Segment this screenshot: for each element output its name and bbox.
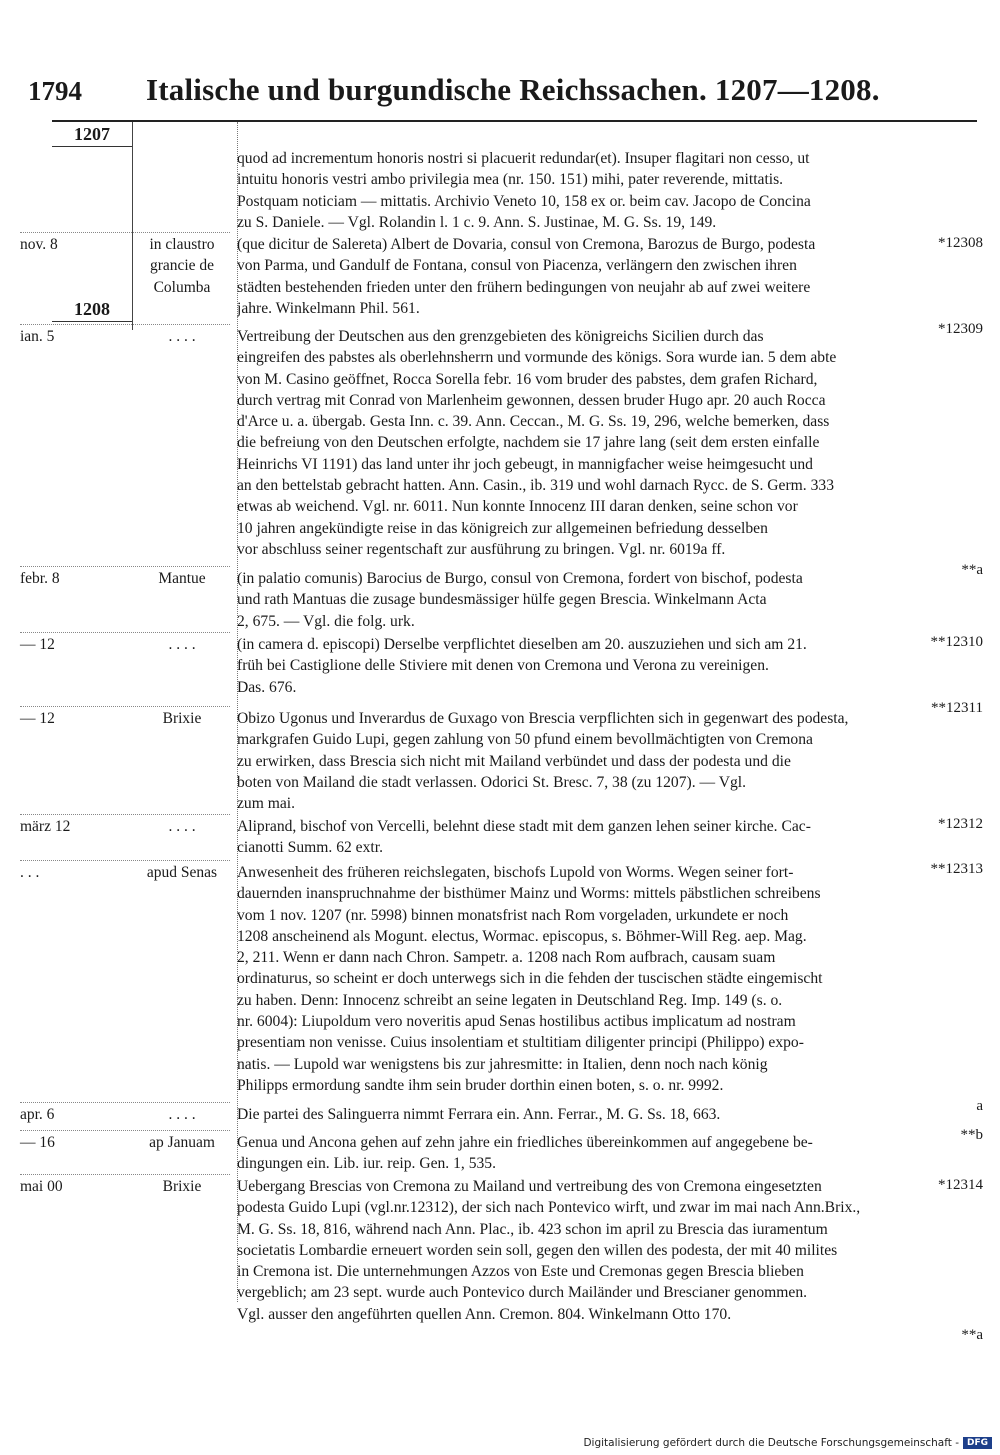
row-separator	[20, 566, 230, 567]
entry-line: (in palatio comunis) Barocius de Burgo, consul von Cremona, fordert von bischof, podesta	[237, 570, 803, 587]
entry-line: boten von Mailand die stadt verlassen. Odorici St. Bresc. 7, 38 (zu 1207). — Vgl.	[237, 773, 747, 791]
entry-line: 2, 211. Wenn er dann nach Chron. Sampetr. a. 1208 nach Rom aufbrach, causam suam	[237, 949, 776, 967]
row-separator	[20, 232, 230, 233]
entry-line: in Cremona ist. Die unternehmungen Azzos von Este und Cremonas gegen Brescia blieben	[237, 1263, 804, 1281]
entry-place: in claustro grancie de Columba	[149, 236, 215, 296]
entry-date: ian. 5	[20, 328, 55, 345]
row-separator	[20, 706, 230, 707]
entry-date: febr. 8	[20, 570, 60, 587]
entry-line: etwas ab weichend. Vgl. nr. 6011. Nun konnte Innocenz III daran denken, seine schon vor	[237, 498, 798, 516]
header-rule	[52, 120, 977, 122]
entry-line: zu haben. Denn: Innocenz schreibt an seine legaten in Deutschland Reg. Imp. 149 (s. o.	[237, 991, 783, 1009]
entry-line: Aliprand, bischof von Vercelli, belehnt diese stadt mit dem ganzen lehen seiner kirche. Cac-	[237, 818, 811, 835]
entry-line: markgrafen Guido Lupi, gegen zahlung von 50 pfund einem bevollmächtigten von Cremona	[237, 731, 813, 749]
entry-reference: a	[976, 1098, 983, 1115]
entry-place: . . . .	[168, 1106, 196, 1123]
row-separator	[20, 632, 230, 633]
entry-line: durch vertrag mit Conrad von Marlenheim gewonnen, dessen bruder Hugo apr. 20 auch Rocca	[237, 391, 826, 409]
entry-line: Genua und Ancona gehen auf zehn jahre ein friedliches übereinkommen auf angegebene be-	[237, 1134, 813, 1151]
entry-reference: **a	[961, 1327, 983, 1344]
entry-place: apud Senas	[146, 864, 218, 881]
entry-line: (in camera d. episcopi) Derselbe verpflichtet dieselben am 20. auszuziehen und sich am 21.	[237, 636, 807, 653]
entry-line: städten bestehenden frieden unter den frühern bedingungen von neujahr ab auf zwei weitere	[237, 278, 811, 296]
year-rule	[52, 321, 132, 322]
entry-line: zu S. Daniele. — Vgl. Rolandin l. 1 c. 9. Ann. S. Justinae, M. G. Ss. 19, 149.	[237, 213, 717, 231]
entry-text	[237, 1176, 983, 1346]
entry-line: Philipps ermordung sandte ihm sein bruder dorthin einen boten, s. o. nr. 9992.	[237, 1076, 724, 1094]
page-header	[28, 72, 973, 116]
page-number: 1794	[28, 76, 82, 106]
entry-line: Das. 676.	[237, 678, 297, 696]
entry-line: M. G. Ss. 18, 816, während nach Ann. Plac., ib. 423 schon im april zu Brescia das iuramentum	[237, 1220, 828, 1238]
entry-line: vom 1 nov. 1207 (nr. 5998) binnen monatsfrist nach Rom vorgeladen, urkundete er noch	[237, 906, 789, 924]
entry-date: mai 00	[20, 1178, 63, 1195]
row-separator	[20, 860, 230, 861]
row-separator	[20, 814, 230, 815]
entry-reference: *12308	[938, 235, 983, 252]
entry-place: . . . .	[168, 818, 196, 835]
entry-reference: **12313	[930, 860, 983, 877]
entry-place: Brixie	[162, 1178, 202, 1195]
entry-line: jahre. Winkelmann Phil. 561.	[237, 299, 420, 317]
entry-date: — 12	[20, 636, 55, 653]
entry-line: vergeblich; am 23 sept. wurde auch Pontevico durch Mailänder und Brescianer genommen.	[237, 1284, 808, 1302]
entry-line: zum mai.	[237, 795, 296, 813]
entry-line: quod ad incrementum honoris nostri si placuerit redundar(et). Insuper flagitari non cesso, ut	[237, 150, 810, 167]
entry-line: nr. 6004): Liupoldum vero noveritis apud Senas hostilibus actibus implicatum ad nostram	[237, 1013, 796, 1031]
entry-line: von Parma, und Gandulf de Fontana, consul von Piacenza, verlängern den zwischen ihren	[237, 257, 797, 275]
entry-line: dauernden inanspruchnahme der bisthümer Mainz und Worms: mittels päbstlichen schreibens	[237, 885, 821, 903]
entry-reference: *12309	[938, 321, 983, 338]
entry-line: Die partei des Salinguerra nimmt Ferrara ein. Ann. Ferrar., M. G. Ss. 18, 663.	[237, 1106, 721, 1123]
entry-line: früh bei Castiglione delle Stiviere mit denen von Cremona und Verona zu vereinigen.	[237, 657, 769, 675]
page-title: Italische und burgundische Reichssachen. 1207—1208.	[146, 72, 880, 107]
entry-reference: *12312	[938, 816, 983, 833]
row-separator	[20, 324, 230, 325]
entry-reference-line	[237, 1325, 983, 1346]
entry-line: die befreiung von den Deutschen erfolgte, nachdem sie 17 jahre lang (seit dem ersten einfalle	[237, 434, 820, 452]
entry-line: (que dicitur de Salereta) Albert de Dovaria, consul von Cremona, Barozus de Burgo, podesta	[237, 236, 816, 253]
entry-date: märz 12	[20, 818, 71, 835]
entry-line: Postquam noticiam — mittatis. Archivio Veneto 10, 158 ex or. beim cav. Jacopo de Concina	[237, 192, 811, 210]
entry-line: und rath Mantuas die zusage bundesmässiger hülfe gegen Brescia. Winkelmann Acta	[237, 591, 767, 609]
entry-date: . . .	[20, 864, 40, 881]
entry-line: presentiam non venisse. Cuius insolentiam et stultitiam diligenter principi (Philippo) expo-	[237, 1034, 804, 1052]
entry-line: eingreifen des pabstes als oberlehnsherrn und vormunde des königs. Sora wurde ian. 5 dem abte	[237, 349, 837, 367]
entry-reference: **12310	[930, 633, 983, 650]
entry-line: natis. — Lupold war wenigstens bis zur jahresmitte: in Italien, denn noch nach könig	[237, 1055, 768, 1073]
entry-place: ap Januam	[149, 1134, 215, 1151]
entry-text	[237, 634, 983, 719]
entry-line: ordinaturus, so scheint er doch unterwegs sich in die fehden der tuscischen städte eingemischt	[237, 970, 823, 988]
entry-text	[237, 862, 983, 1118]
entry-line: Vertreibung der Deutschen aus den grenzgebieten des königreichs Sicilien durch das	[237, 328, 764, 345]
entry-date: — 16	[20, 1134, 55, 1151]
entry-line: intuitu honoris vestri ambo privilegia mea (nr. 150. 151) mihi, pater reverende, mittatis.	[237, 171, 784, 189]
entry-reference: **12311	[931, 699, 983, 716]
entry-line: Obizo Ugonus und Inverardus de Guxago von Brescia verpflichten sich in gegenwart des podesta,	[237, 710, 849, 727]
entry-place: . . . .	[168, 328, 196, 345]
entry-line: cianotti Summ. 62 extr.	[237, 839, 383, 857]
year-label-1208: 1208	[74, 299, 110, 319]
year-rule	[52, 146, 132, 147]
entry-line: Uebergang Brescias von Cremona zu Mailand und vertreibung des von Cremona eingesetzten	[237, 1178, 822, 1195]
row-separator	[20, 1102, 230, 1103]
row-separator	[20, 1174, 230, 1175]
entry-date: nov. 8	[20, 236, 58, 253]
footer-text: Digitalisierung gefördert durch die Deutsche Forschungsgemeinschaft -	[583, 1437, 959, 1449]
entry-text	[237, 326, 983, 582]
entry-date: — 12	[20, 710, 55, 727]
row-separator	[20, 1130, 230, 1131]
entry-line: an den bettelstab gebracht hatten. Ann. Casin., ib. 319 und wohl darnach Rycc. de S. Germ. 333	[237, 477, 834, 495]
entry-line: Heinrichs VI 1191) das land unter ihr joch gebeugt, in mannigfacher weise heimgesucht und	[237, 455, 813, 473]
entry-line: societatis Lombardie erneuert worden sein soll, gegen den willen des podesta, der mit 40 milites	[237, 1241, 838, 1259]
entry-place: . . . .	[168, 636, 196, 653]
footer	[583, 1437, 992, 1449]
entry-reference: **b	[960, 1127, 983, 1144]
entry-line: podesta Guido Lupi (vgl.nr.12312), der sich nach Pontevico wirft, und zwar im mai nach Ann.Brix.,	[237, 1199, 861, 1217]
dfg-logo: DFG	[963, 1437, 992, 1449]
entry-line: d'Arce u. a. übergab. Gesta Inn. c. 39. Ann. Ceccan., M. G. Ss. 19, 296, welche bemerken, dass	[237, 413, 830, 431]
entry-line: dingungen ein. Lib. iur. reip. Gen. 1, 535.	[237, 1155, 496, 1173]
entry-place: Brixie	[162, 710, 202, 727]
entry-line: von M. Casino geöffnet, Rocca Sorella febr. 16 vom bruder des pabstes, dem grafen Richard,	[237, 370, 818, 388]
year-label-1207: 1207	[74, 124, 110, 144]
entry-line: 10 jahren angekündigte reise in das königreich zur allgemeinen befriedung desselben	[237, 519, 768, 537]
entry-reference: *12314	[938, 1176, 983, 1193]
entry-date: apr. 6	[20, 1106, 55, 1123]
entry-reference: **a	[961, 562, 983, 579]
entry-line: vor abschluss seiner regentschaft zur ausführung zu bringen. Vgl. nr. 6019a ff.	[237, 540, 726, 558]
entry-line: zu erwirken, dass Brescia sich nicht mit Mailand verbündet und dass der podesta und die	[237, 752, 791, 770]
entry-place: Mantue	[158, 570, 206, 587]
column-divider	[132, 122, 133, 330]
entry-line: 1208 anscheinend als Mogunt. electus, Wormac. episcopus, s. Böhmer-Will Reg. aep. Mag.	[237, 927, 807, 945]
entry-line: 2, 675. — Vgl. die folg. urk.	[237, 612, 415, 630]
entry-line: Anwesenheit des früheren reichslegaten, bischofs Lupold von Worms. Wegen seiner fort-	[237, 864, 794, 881]
entry-text	[237, 234, 983, 340]
entry-line: Vgl. ausser den angeführten quellen Ann. Cremon. 804. Winkelmann Otto 170.	[237, 1305, 732, 1323]
